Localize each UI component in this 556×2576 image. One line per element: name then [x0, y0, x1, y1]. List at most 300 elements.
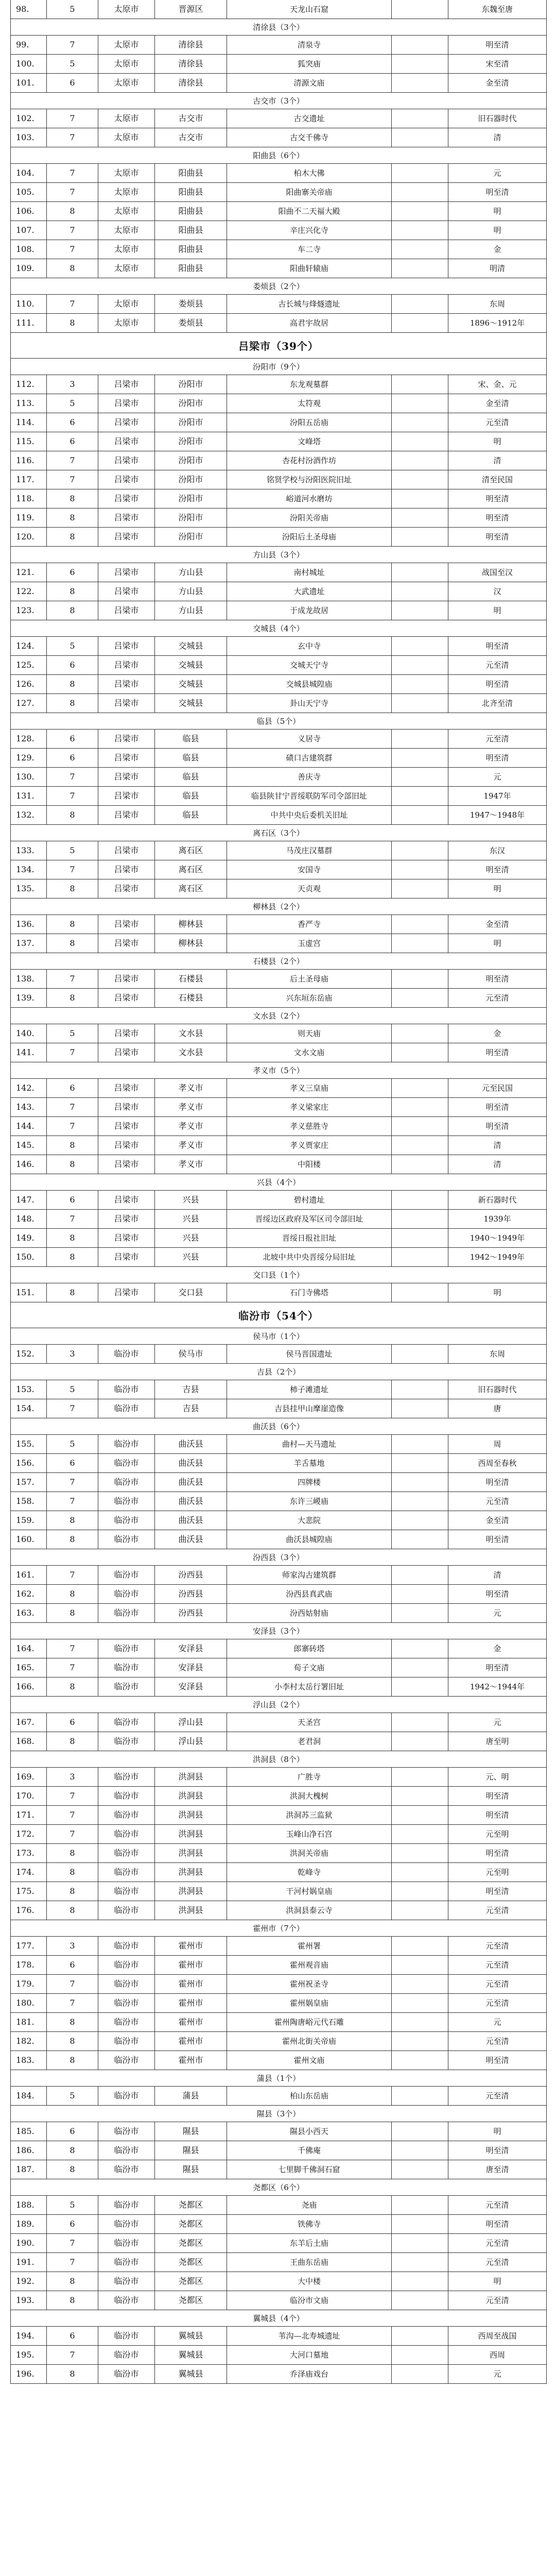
- row-number: 149.: [11, 1229, 47, 1247]
- site-note: [392, 1454, 448, 1472]
- batch-number: 5: [47, 0, 98, 19]
- county-subheader-label: 浮山县（2个）: [253, 1700, 304, 1709]
- site-name: 太符观: [227, 394, 392, 413]
- county-subheader-label: 清徐县（3个）: [253, 23, 304, 32]
- site-note: [392, 1975, 448, 1993]
- batch-number: 7: [47, 1825, 98, 1843]
- table-row: [11, 1975, 546, 1994]
- city-cell: 太原市: [98, 221, 155, 240]
- site-note: [392, 375, 448, 394]
- site-name: 洪洞关帝庙: [227, 1844, 392, 1862]
- site-name: 霍州陶唐峪元代石雕: [227, 2013, 392, 2031]
- site-note: [392, 1768, 448, 1786]
- row-number: 186.: [11, 2141, 47, 2160]
- city-cell: 临汾市: [98, 2234, 155, 2252]
- era-cell: 清: [493, 456, 501, 465]
- table-row: [11, 656, 546, 675]
- batch-number: 8: [47, 1677, 98, 1696]
- site-note: [392, 601, 448, 620]
- city-cell: 临汾市: [98, 1732, 155, 1751]
- batch-number: 6: [47, 2122, 98, 2141]
- batch-number: 7: [47, 2253, 98, 2272]
- site-name: 汾西姑射庙: [227, 1604, 392, 1622]
- era-cell: 元至清: [485, 1497, 509, 1506]
- site-note: [392, 879, 448, 898]
- row-number: 112.: [11, 375, 47, 394]
- site-note: [392, 675, 448, 693]
- table-row: [11, 2253, 546, 2272]
- city-cell: 临汾市: [98, 2160, 155, 2179]
- county-subheader: [11, 899, 546, 915]
- site-note: [392, 934, 448, 953]
- era-cell: 西周至战国: [478, 2331, 517, 2341]
- site-note: [392, 1585, 448, 1603]
- county-cell: 尧都区: [155, 2291, 227, 2310]
- site-note: [392, 2253, 448, 2272]
- row-number: 130.: [11, 768, 47, 786]
- county-cell: 阳曲县: [155, 259, 227, 278]
- row-number: 171.: [11, 1806, 47, 1824]
- city-cell: 吕梁市: [98, 413, 155, 432]
- batch-number: 6: [47, 656, 98, 674]
- era-cell: 明至清: [485, 974, 509, 984]
- county-cell: 翼城县: [155, 2327, 227, 2345]
- site-name: 师家沟古建筑群: [227, 1566, 392, 1584]
- table-row: [11, 1191, 546, 1210]
- county-cell: 安泽县: [155, 1677, 227, 1696]
- era-cell: 唐至清: [485, 2165, 509, 2174]
- county-cell: 汾阳市: [155, 432, 227, 451]
- table-row: [11, 1283, 546, 1302]
- batch-number: 8: [47, 1585, 98, 1603]
- city-cell: 临汾市: [98, 1566, 155, 1584]
- batch-number: 7: [47, 2346, 98, 2364]
- site-name: 洪洞大槐树: [227, 1787, 392, 1805]
- site-name: 乾峰寺: [227, 1863, 392, 1882]
- row-number: 152.: [11, 1345, 47, 1363]
- row-number: 187.: [11, 2160, 47, 2179]
- city-cell: 临汾市: [98, 2013, 155, 2031]
- city-cell: 太原市: [98, 109, 155, 128]
- table-row: [11, 1248, 546, 1267]
- batch-number: 3: [47, 1768, 98, 1786]
- site-note: [392, 2032, 448, 2050]
- table-row: [11, 36, 546, 55]
- row-number: 165.: [11, 1658, 47, 1677]
- site-name: 洪洞苏三监狱: [227, 1806, 392, 1824]
- city-cell: 临汾市: [98, 1937, 155, 1955]
- site-note: [392, 1530, 448, 1549]
- county-subheader-label: 石楼县（2个）: [253, 957, 304, 966]
- county-cell: 洪洞县: [155, 1768, 227, 1786]
- site-name: 东羊后土庙: [227, 2234, 392, 2252]
- county-subheader-label: 离石区（3个）: [253, 828, 304, 838]
- city-cell: 太原市: [98, 314, 155, 332]
- site-name: 峪道河水磨坊: [227, 489, 392, 508]
- site-note: [392, 2196, 448, 2214]
- row-number: 156.: [11, 1454, 47, 1472]
- batch-number: 6: [47, 1191, 98, 1209]
- site-note: [392, 694, 448, 713]
- site-note: [392, 1844, 448, 1862]
- county-cell: 阳曲县: [155, 221, 227, 240]
- county-cell: 清徐县: [155, 74, 227, 92]
- site-name: 四牌楼: [227, 1473, 392, 1492]
- batch-number: 7: [47, 164, 98, 182]
- city-cell: 吕梁市: [98, 375, 155, 394]
- county-cell: 霍州市: [155, 1994, 227, 2012]
- site-note: [392, 2013, 448, 2031]
- site-note: [392, 2365, 448, 2383]
- row-number: 100.: [11, 55, 47, 73]
- era-cell: 明: [493, 2127, 501, 2136]
- era-cell: 金至清: [485, 78, 509, 88]
- site-name: 玄中寺: [227, 637, 392, 655]
- table-row: [11, 1604, 546, 1623]
- era-cell: 金至清: [485, 920, 509, 929]
- site-name: 古长城与烽燧遗址: [227, 295, 392, 313]
- county-cell: 临县: [155, 730, 227, 748]
- site-name: 高君宇故居: [227, 314, 392, 332]
- site-note: [392, 1658, 448, 1677]
- row-number: 151.: [11, 1283, 47, 1302]
- county-subheader: [11, 1623, 546, 1639]
- row-number: 184.: [11, 2087, 47, 2105]
- site-note: [392, 749, 448, 767]
- batch-number: 6: [47, 432, 98, 451]
- site-name: 阳曲寨关帝庙: [227, 183, 392, 201]
- table-row: [11, 675, 546, 694]
- county-subheader-label: 洪洞县（8个）: [253, 1755, 304, 1764]
- site-note: [392, 2272, 448, 2291]
- era-cell: 元至清: [485, 2258, 509, 2267]
- site-note: [392, 2051, 448, 2070]
- county-subheader: [11, 1549, 546, 1566]
- site-note: [392, 1994, 448, 2012]
- era-cell: 东魏至唐: [481, 5, 513, 14]
- era-cell: 西周: [489, 2350, 505, 2360]
- row-number: 135.: [11, 879, 47, 898]
- city-cell: 吕梁市: [98, 563, 155, 582]
- batch-number: 6: [47, 1454, 98, 1472]
- city-cell: 吕梁市: [98, 768, 155, 786]
- city-cell: 临汾市: [98, 1492, 155, 1511]
- county-cell: 古交市: [155, 109, 227, 128]
- table-row: [11, 1956, 546, 1975]
- city-cell: 吕梁市: [98, 1098, 155, 1116]
- row-number: 133.: [11, 841, 47, 860]
- row-number: 153.: [11, 1380, 47, 1399]
- row-number: 128.: [11, 730, 47, 748]
- site-note: [392, 55, 448, 73]
- county-cell: 孝义市: [155, 1155, 227, 1174]
- county-cell: 汾阳市: [155, 375, 227, 394]
- table-row: [11, 1658, 546, 1677]
- era-cell: 1896～1912年: [470, 318, 525, 328]
- era-cell: 元至清: [485, 2037, 509, 2046]
- county-cell: 石楼县: [155, 989, 227, 1007]
- site-name: 文水文庙: [227, 1043, 392, 1062]
- site-name: 南村城址: [227, 563, 392, 582]
- city-cell: 临汾市: [98, 2215, 155, 2233]
- county-cell: 隰县: [155, 2141, 227, 2160]
- city-cell: 吕梁市: [98, 470, 155, 489]
- batch-number: 6: [47, 749, 98, 767]
- batch-number: 8: [47, 1283, 98, 1302]
- city-cell: 临汾市: [98, 2141, 155, 2160]
- site-note: [392, 970, 448, 988]
- county-subheader-label: 方山县（3个）: [253, 550, 304, 560]
- batch-number: 7: [47, 1210, 98, 1228]
- county-cell: 安泽县: [155, 1639, 227, 1658]
- era-cell: 明至清: [485, 1122, 509, 1131]
- era-cell: 旧石器时代: [478, 1385, 517, 1394]
- county-cell: 浮山县: [155, 1732, 227, 1751]
- batch-number: 8: [47, 2032, 98, 2050]
- site-name: 玉峰山净石宫: [227, 1825, 392, 1843]
- site-note: [392, 128, 448, 147]
- county-cell: 曲沃县: [155, 1492, 227, 1511]
- row-number: 105.: [11, 183, 47, 201]
- site-name: 霍州观音庙: [227, 1956, 392, 1974]
- row-number: 169.: [11, 1768, 47, 1786]
- site-note: [392, 1117, 448, 1136]
- city-cell: 吕梁市: [98, 582, 155, 601]
- site-note: [392, 1901, 448, 1920]
- county-subheader: [11, 2310, 546, 2327]
- site-note: [392, 164, 448, 182]
- site-name: 铭贤学校与汾阳医院旧址: [227, 470, 392, 489]
- row-number: 104.: [11, 164, 47, 182]
- city-cell: 吕梁市: [98, 787, 155, 805]
- era-cell: 元: [493, 1718, 501, 1727]
- city-cell: 吕梁市: [98, 1248, 155, 1266]
- site-name: 汾西县真武庙: [227, 1585, 392, 1603]
- era-cell: 旧石器时代: [478, 114, 517, 123]
- site-note: [392, 1399, 448, 1418]
- site-note: [392, 1937, 448, 1955]
- site-name: 郎寨砖塔: [227, 1639, 392, 1658]
- table-row: [11, 860, 546, 879]
- site-note: [392, 2160, 448, 2179]
- county-subheader: [11, 1008, 546, 1024]
- site-note: [392, 806, 448, 824]
- era-cell: 明: [493, 606, 501, 615]
- site-name: 乔泽庙戏台: [227, 2365, 392, 2383]
- county-cell: 曲沃县: [155, 1454, 227, 1472]
- county-cell: 霍州市: [155, 1956, 227, 1974]
- era-cell: 明至清: [485, 188, 509, 197]
- site-name: 车二寺: [227, 240, 392, 259]
- site-note: [392, 36, 448, 54]
- table-row: [11, 1713, 546, 1732]
- county-cell: 洪洞县: [155, 1787, 227, 1805]
- county-subheader-label: 孝义市（5个）: [253, 1066, 304, 1075]
- site-name: 于成龙故居: [227, 601, 392, 620]
- county-cell: 隰县: [155, 2160, 227, 2179]
- site-name: 杏花村汾酒作坊: [227, 451, 392, 470]
- table-row: [11, 1473, 546, 1492]
- table-row: [11, 787, 546, 806]
- table-row: [11, 295, 546, 314]
- batch-number: 8: [47, 509, 98, 527]
- batch-number: 8: [47, 202, 98, 221]
- site-name: 霍州文庙: [227, 2051, 392, 2070]
- county-cell: 交口县: [155, 1283, 227, 1302]
- county-cell: 汾阳市: [155, 528, 227, 546]
- batch-number: 8: [47, 1604, 98, 1622]
- batch-number: 5: [47, 2087, 98, 2105]
- county-subheader: [11, 1751, 546, 1768]
- site-name: 后土圣母庙: [227, 970, 392, 988]
- batch-number: 7: [47, 860, 98, 879]
- table-row: [11, 55, 546, 74]
- city-cell: 吕梁市: [98, 1043, 155, 1062]
- city-cell: 临汾市: [98, 1806, 155, 1824]
- county-subheader-label: 交城县（4个）: [253, 624, 304, 633]
- row-number: 117.: [11, 470, 47, 489]
- site-note: [392, 2234, 448, 2252]
- batch-number: 8: [47, 694, 98, 713]
- city-cell: 临汾市: [98, 1639, 155, 1658]
- city-cell: 临汾市: [98, 1787, 155, 1805]
- table-row: [11, 489, 546, 509]
- batch-number: 7: [47, 183, 98, 201]
- county-cell: 洪洞县: [155, 1901, 227, 1920]
- row-number: 121.: [11, 563, 47, 582]
- era-cell: 元至清: [485, 418, 509, 427]
- site-note: [392, 1863, 448, 1882]
- row-number: 122.: [11, 582, 47, 601]
- era-cell: 清: [493, 1570, 501, 1580]
- row-number: 182.: [11, 2032, 47, 2050]
- table-row: [11, 2272, 546, 2291]
- row-number: 136.: [11, 915, 47, 934]
- site-name: 辛庄兴化寺: [227, 221, 392, 240]
- batch-number: 7: [47, 1975, 98, 1993]
- table-row: [11, 841, 546, 860]
- batch-number: 7: [47, 768, 98, 786]
- city-cell: 临汾市: [98, 2122, 155, 2141]
- batch-number: 7: [47, 787, 98, 805]
- site-name: 千佛庵: [227, 2141, 392, 2160]
- table-row: [11, 2327, 546, 2346]
- site-note: [392, 1825, 448, 1843]
- site-note: [392, 915, 448, 934]
- site-note: [392, 787, 448, 805]
- site-note: [392, 1639, 448, 1658]
- row-number: 190.: [11, 2234, 47, 2252]
- site-name: 孝义贾家庄: [227, 1136, 392, 1155]
- era-cell: 1939年: [483, 1214, 511, 1224]
- table-row: [11, 1117, 546, 1136]
- site-note: [392, 509, 448, 527]
- row-number: 102.: [11, 109, 47, 128]
- site-name: 铁佛寺: [227, 2215, 392, 2233]
- era-cell: 明至清: [485, 865, 509, 874]
- era-cell: 明至清: [485, 513, 509, 522]
- county-subheader-label: 文水县（2个）: [253, 1011, 304, 1021]
- table-row: [11, 1210, 546, 1229]
- county-subheader: [11, 278, 546, 295]
- site-name: 霍州娲皇庙: [227, 1994, 392, 2012]
- city-cell: 临汾市: [98, 2327, 155, 2345]
- city-cell: 临汾市: [98, 1901, 155, 1920]
- county-subheader-label: 兴县（4个）: [256, 1178, 301, 1187]
- county-cell: 阳曲县: [155, 240, 227, 259]
- era-cell: 金至清: [485, 1516, 509, 1525]
- city-cell: 吕梁市: [98, 841, 155, 860]
- era-cell: 金: [493, 1029, 501, 1038]
- city-cell: 临汾市: [98, 1435, 155, 1453]
- batch-number: 8: [47, 314, 98, 332]
- site-name: 狐突庙: [227, 55, 392, 73]
- table-row: [11, 1994, 546, 2013]
- era-cell: 明至清: [485, 1810, 509, 1820]
- row-number: 123.: [11, 601, 47, 620]
- batch-number: 8: [47, 989, 98, 1007]
- county-subheader: [11, 953, 546, 970]
- row-number: 115.: [11, 432, 47, 451]
- city-cell: 吕梁市: [98, 451, 155, 470]
- batch-number: 8: [47, 934, 98, 953]
- site-note: [392, 637, 448, 655]
- county-subheader: [11, 1328, 546, 1345]
- batch-number: 8: [47, 2141, 98, 2160]
- county-subheader-label: 翼城县（4个）: [253, 2314, 304, 2323]
- county-cell: 汾西县: [155, 1585, 227, 1603]
- batch-number: 8: [47, 1901, 98, 1920]
- era-cell: 元: [493, 772, 501, 782]
- site-name: 侯马晋国遗址: [227, 1345, 392, 1363]
- era-cell: 东汉: [489, 846, 505, 855]
- county-cell: 孝义市: [155, 1117, 227, 1136]
- city-cell: 临汾市: [98, 2272, 155, 2291]
- city-cell: 吕梁市: [98, 656, 155, 674]
- site-note: [392, 2215, 448, 2233]
- batch-number: 8: [47, 1511, 98, 1530]
- era-cell: 明至清: [485, 641, 509, 651]
- site-name: 天贞观: [227, 879, 392, 898]
- county-subheader-label: 蒲县（1个）: [256, 2074, 301, 2083]
- row-number: 180.: [11, 1994, 47, 2012]
- era-cell: 明至清: [485, 1589, 509, 1599]
- county-subheader: [11, 1418, 546, 1435]
- city-cell: 吕梁市: [98, 749, 155, 767]
- city-cell: 临汾市: [98, 2346, 155, 2364]
- table-row: [11, 1492, 546, 1511]
- row-number: 192.: [11, 2272, 47, 2291]
- site-note: [392, 841, 448, 860]
- site-name: 石门寺佛塔: [227, 1283, 392, 1302]
- table-row: [11, 601, 546, 620]
- site-name: 交城县城隍庙: [227, 675, 392, 693]
- row-number: 176.: [11, 1901, 47, 1920]
- site-note: [392, 74, 448, 92]
- row-number: 170.: [11, 1787, 47, 1805]
- site-name: 北坡中共中央晋绥分局旧址: [227, 1248, 392, 1266]
- era-cell: 明: [493, 437, 501, 446]
- table-row: [11, 2032, 546, 2051]
- batch-number: 8: [47, 601, 98, 620]
- batch-number: 8: [47, 915, 98, 934]
- county-subheader: [11, 713, 546, 730]
- row-number: 139.: [11, 989, 47, 1007]
- era-cell: 元至清: [485, 1941, 509, 1951]
- table-row: [11, 1806, 546, 1825]
- county-cell: 阳曲县: [155, 183, 227, 201]
- city-cell: 临汾市: [98, 1768, 155, 1786]
